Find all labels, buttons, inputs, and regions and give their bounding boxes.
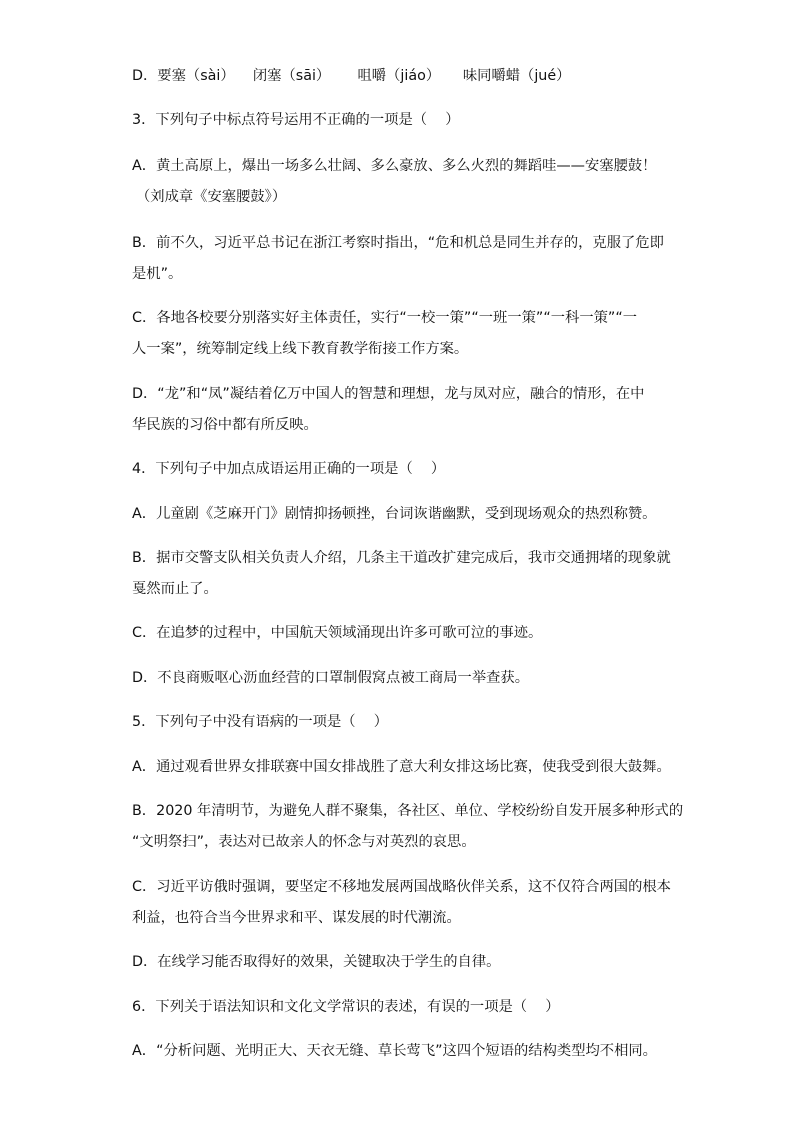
q3-option-a-cont: （刘成章《安塞腰鼓》） — [136, 189, 287, 205]
q3-option-a: A．黄土高原上，爆出一场多么壮阔、多么豪放、多么火烈的舞蹈哇——安塞腰鼓！ — [132, 158, 657, 174]
q6-stem: 6．下列关于语法知识和文化文学常识的表述，有误的一项是（ ） — [132, 999, 560, 1015]
q3-option-c: C．各地各校要分别落实好主体责任，实行“一校一策”“一班一策”“一科一策”“一 — [132, 310, 638, 326]
q4-option-b: B．据市交警支队相关负责人介绍，几条主干道改扩建完成后，我市交通拥堵的现象就 — [132, 550, 671, 566]
q4-option-a: A．儿童剧《芝麻开门》剧情抑扬顿挫，台词诙谐幽默，受到现场观众的热烈称赞。 — [132, 506, 657, 522]
q4-option-d: D．不良商贩呕心沥血经营的口罩制假窝点被工商局一举查获。 — [132, 670, 530, 686]
q3-option-b-cont: 是机”。 — [132, 266, 183, 282]
q5-option-b-cont: “文明祭扫”，表达对已故亲人的怀念与对英烈的哀思。 — [132, 834, 476, 850]
q6-option-a: A．“分析问题、光明正大、天衣无缝、草长莺飞”这四个短语的结构类型均不相同。 — [132, 1043, 657, 1059]
q5-option-a: A．通过观看世界女排联赛中国女排战胜了意大利女排这场比赛，使我受到很大鼓舞。 — [132, 759, 671, 775]
q4-option-c: C．在追梦的过程中，中国航天领域涌现出许多可歌可泣的事迹。 — [132, 625, 543, 641]
q3-option-d-cont: 华民族的习俗中都有所反映。 — [132, 417, 318, 433]
q5-option-c-cont: 利益，也符合当今世界求和平、谋发展的时代潮流。 — [132, 910, 461, 926]
q3-option-b: B．前不久，习近平总书记在浙江考察时指出，“危和机总是同生并存的，克服了危即 — [132, 235, 664, 251]
q5-stem: 5．下列句子中没有语病的一项是（ ） — [132, 714, 389, 730]
q5-option-c: C．习近平访俄时强调，要坚定不移地发展两国战略伙伴关系，这不仅符合两国的根本 — [132, 879, 671, 895]
q3-option-d: D．“龙”和“凤”凝结着亿万中国人的智慧和理想，龙与凤对应，融合的情形，在中 — [132, 386, 645, 402]
q2-option-d: D．要塞（sài） 闭塞（sāi） 咀嚼（jiáo） 味同嚼蜡（jué） — [132, 68, 571, 84]
q5-option-d: D．在线学习能否取得好的效果，关键取决于学生的自律。 — [132, 954, 501, 970]
q4-stem: 4．下列句子中加点成语运用正确的一项是（ ） — [132, 461, 446, 477]
q5-option-b: B．2020 年清明节，为避免人群不聚集，各社区、单位、学校纷纷自发开展多种形式的 — [132, 803, 684, 819]
q3-stem: 3．下列句子中标点符号运用不正确的一项是（ ） — [132, 112, 460, 128]
q3-option-c-cont: 人一案”，统筹制定线上线下教育教学衔接工作方案。 — [132, 341, 469, 357]
q4-option-b-cont: 戛然而止了。 — [132, 581, 218, 597]
